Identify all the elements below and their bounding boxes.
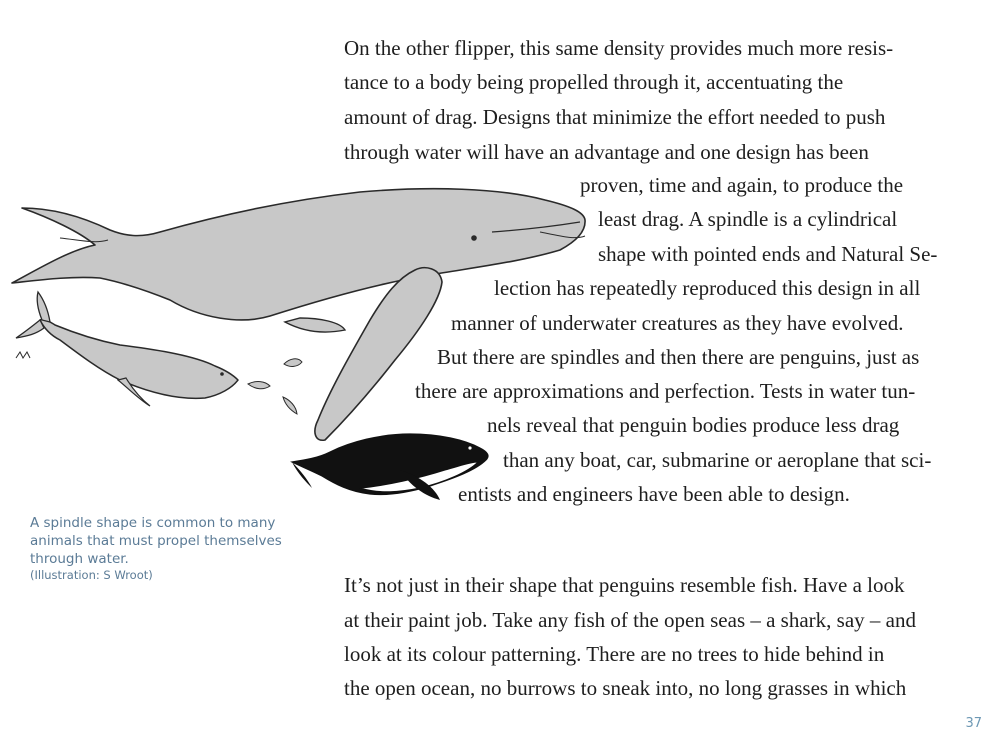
- body-text-line: the open ocean, no burrows to sneak into, no long grasses in which: [344, 676, 907, 700]
- body-text-line: look at its colour patterning. There are no trees to hide behind in: [344, 642, 885, 666]
- body-text-line: at their paint job. Take any fish of the open seas – a shark, say – and: [344, 608, 916, 632]
- body-text-line: through water will have an advantage and one design has been: [344, 140, 869, 164]
- body-text-line: It’s not just in their shape that penguins resemble fish. Have a look: [344, 573, 905, 597]
- caption-text: A spindle shape is common to many animals that must propel themselves through water.: [30, 515, 282, 567]
- body-text-line: On the other flipper, this same density provides much more resis-: [344, 36, 894, 60]
- body-text-line: tance to a body being propelled through it, accentuating the: [344, 70, 844, 94]
- body-text-line: amount of drag. Designs that minimize the effort needed to push: [344, 105, 886, 129]
- page-number: 37: [965, 716, 982, 731]
- body-text-line: lection has repeatedly reproduced this design in all: [494, 276, 921, 300]
- caption-credit: (Illustration: S Wroot): [30, 568, 153, 582]
- figure-caption: [30, 514, 290, 583]
- body-text-line: nels reveal that penguin bodies produce less drag: [487, 413, 900, 437]
- body-text-line: entists and engineers have been able to design.: [458, 482, 850, 506]
- body-text-line: least drag. A spindle is a cylindrical: [598, 207, 898, 231]
- body-text-line: proven, time and again, to produce the: [580, 173, 904, 197]
- fish-illustration: [248, 359, 302, 414]
- body-text-line: But there are spindles and then there are penguins, just as: [437, 345, 920, 369]
- body-text-line: shape with pointed ends and Natural Se-: [598, 242, 938, 266]
- body-text-line: manner of underwater creatures as they have evolved.: [451, 311, 904, 335]
- body-text-line: there are approximations and perfection. Tests in water tun-: [415, 379, 916, 403]
- body-text-line: than any boat, car, submarine or aeroplane that sci-: [503, 448, 932, 472]
